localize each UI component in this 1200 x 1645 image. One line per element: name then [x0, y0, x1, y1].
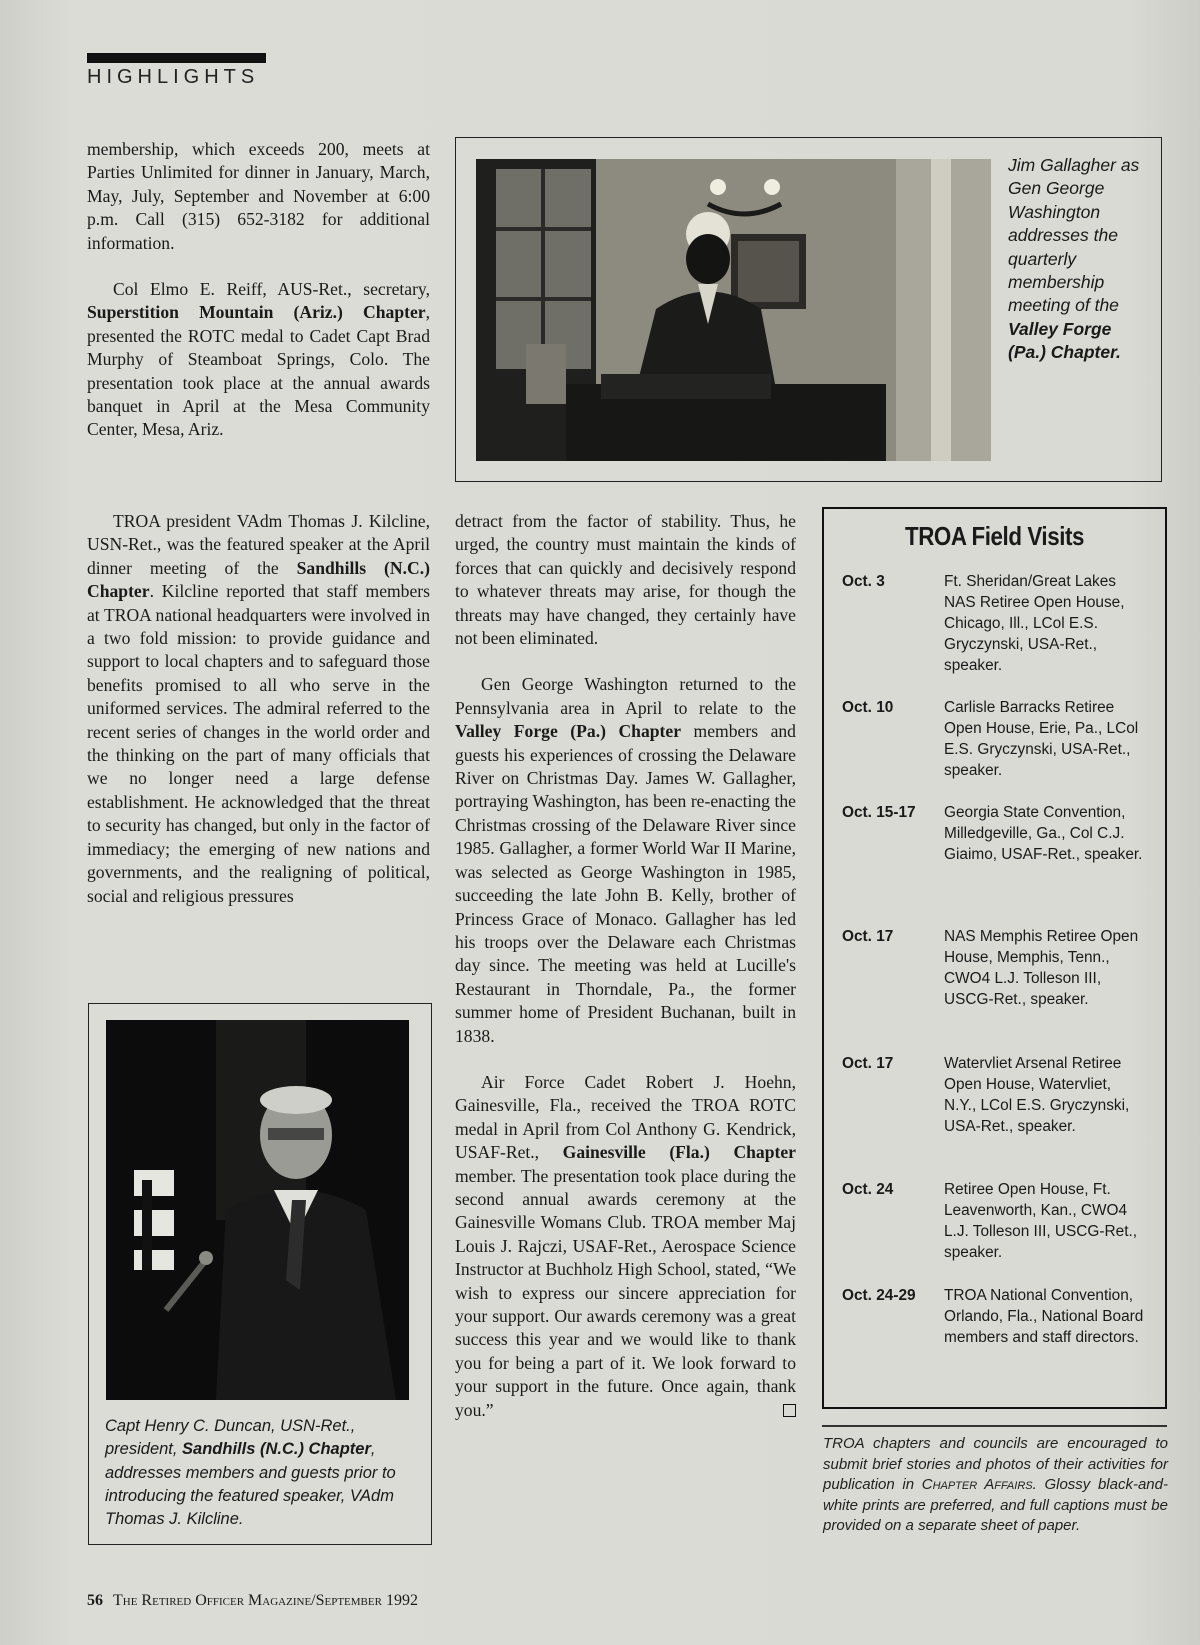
field-visits-title: TROA Field Visits [904, 521, 1085, 551]
visit-date: Oct. 24 [842, 1181, 894, 1198]
paragraph-membership: membership, which exceeds 200, meets at Parties Unlimited for dinner in January, March, May, July, September and November at 6:00 p.m. Call (315) 652-3182 for additional information. [87, 139, 430, 253]
photo-caption-duncan: Capt Henry C. Duncan, USN-Ret., president, Sandhills (N.C.) Chapter, addresses members and guests prior to introducing the featured speaker, VAdm Thomas J. Kilcline. [105, 1417, 396, 1529]
visit-date: Oct. 17 [842, 1055, 894, 1072]
visit-date: Oct. 3 [842, 573, 885, 590]
visit-text: Carlisle Barracks Retiree Open House, Erie, Pa., LCol E.S. Gryczynski, USA-Ret., speaker. [944, 699, 1139, 779]
visit-text: Retiree Open House, Ft. Leavenworth, Kan., CWO4 L.J. Tolleson III, USCG-Ret., speaker. [944, 1181, 1138, 1261]
section-header: HIGHLIGHTS [87, 66, 260, 88]
paragraph-reiff: Col Elmo E. Reiff, AUS-Ret., secretary, Superstition Mountain (Ariz.) Chapter, presented the ROTC medal to Cadet Capt Brad Murphy of Steamboat Springs, Colo. The presentation took place at the annual awards banquet in April at the Mesa Community Center, Mesa, Ariz. [87, 279, 430, 440]
column-1-top [87, 138, 430, 465]
visit-text: TROA National Convention, Orlando, Fla., National Board members and staff directors. [944, 1287, 1144, 1346]
visit-date: Oct. 15-17 [842, 804, 916, 821]
washington-photo-art [476, 159, 991, 461]
paragraph-kilcline: TROA president VAdm Thomas J. Kilcline, USN-Ret., was the featured speaker at the April dinner meeting of the Sandhills (N.C.) Chapter. Kilcline reported that staff members at TROA national headquarters were involved in a two fold mission: to provide guidance and support to local chapters and to safeguard those benefits promised to all who serve in the uniformed services. The admiral referred to the recent series of changes in the world order and the thinking on the part of many officials that we no longer need a large defense establishment. He acknowledged that the threat to security has changed, but only in the factor of immediacy; the emerging of new nations and governments, and the realigning of political, social and religious pressures [87, 511, 430, 906]
column-2 [455, 510, 796, 1445]
column-1-bottom [87, 510, 430, 931]
publication-line: The Retired Officer Magazine/September 1992 [113, 1592, 418, 1609]
page-footer [87, 1592, 418, 1610]
visit-date: Oct. 24-29 [842, 1287, 916, 1304]
section-header-bar [87, 53, 266, 63]
photo-washington [476, 159, 991, 461]
visit-date: Oct. 10 [842, 699, 894, 716]
divider-rule [822, 1425, 1167, 1427]
page-number: 56 [87, 1592, 103, 1609]
visit-date: Oct. 17 [842, 928, 894, 945]
photo-duncan [106, 1020, 409, 1400]
paragraph-washington: Gen George Washington returned to the Pennsylvania area in April to relate to the Valley Forge (Pa.) Chapter members and guests his experiences of crossing the Delaware River on Christmas Day. James W. Gallagher, portraying Washington, has been re-enacting the Christmas crossing of the Delaware River since 1985. Gallagher, a former World War II Marine, was selected as George Washington in 1985, succeeding the late John B. Kelly, brother of Princess Grace of Monaco. Gallagher has led his troops over the Delaware each Christmas day since. The meeting was held at Lucille's Restaurant in Thorndale, Pa., the former summer home of President Buchanan, built in 1838. [455, 674, 796, 1046]
visit-text: Ft. Sheridan/Great Lakes NAS Retiree Open House, Chicago, Ill., LCol E.S. Gryczynski, USA-Ret., speaker. [944, 573, 1125, 674]
visit-text: NAS Memphis Retiree Open House, Memphis, Tenn., CWO4 L.J. Tolleson III, USCG-Ret., speaker. [944, 928, 1139, 1008]
visit-text: Georgia State Convention, Milledgeville, Ga., Col C.J. Giaimo, USAF-Ret., speaker. [944, 804, 1143, 863]
photo-caption-washington: Jim Gallagher as Gen George Washington addresses the quarterly membership meeting of the Valley Forge (Pa.) Chapter. [1008, 155, 1140, 363]
duncan-photo-art [106, 1020, 409, 1400]
end-of-article-mark [783, 1404, 796, 1417]
submission-note: TROA chapters and councils are encouraged to submit brief stories and photos of their activities for publication in Chapter Affairs. Glossy black-and-white prints are preferred, and full captions must be provided on a separate sheet of paper. [823, 1435, 1168, 1535]
visit-text: Watervliet Arsenal Retiree Open House, Watervliet, N.Y., LCol E.S. Gryczynski, USA-Ret., speaker. [944, 1055, 1130, 1135]
paragraph-stability: detract from the factor of stability. Thus, he urged, the country must maintain the kinds of forces that can quickly and decisively respond to whatever threats may arise, for though the threats may have changed, they certainly have not been eliminated. [455, 511, 796, 649]
paragraph-hoehn: Air Force Cadet Robert J. Hoehn, Gainesville, Fla., received the TROA ROTC medal in April from Col Anthony G. Kendrick, USAF-Ret., Gainesville (Fla.) Chapter member. The presentation took place during the second annual awards ceremony at the Gainesville Womans Club. TROA member Maj Louis J. Rajczi, USAF-Ret., Aerospace Science Instructor at Buchholz High School, stated, “We wish to express our sincere appreciation for your support. Our awards ceremony was a great success this year and we would like to thank you for being a part of it. We look forward to your support in the future. Once again, thank you.” [455, 1071, 796, 1420]
